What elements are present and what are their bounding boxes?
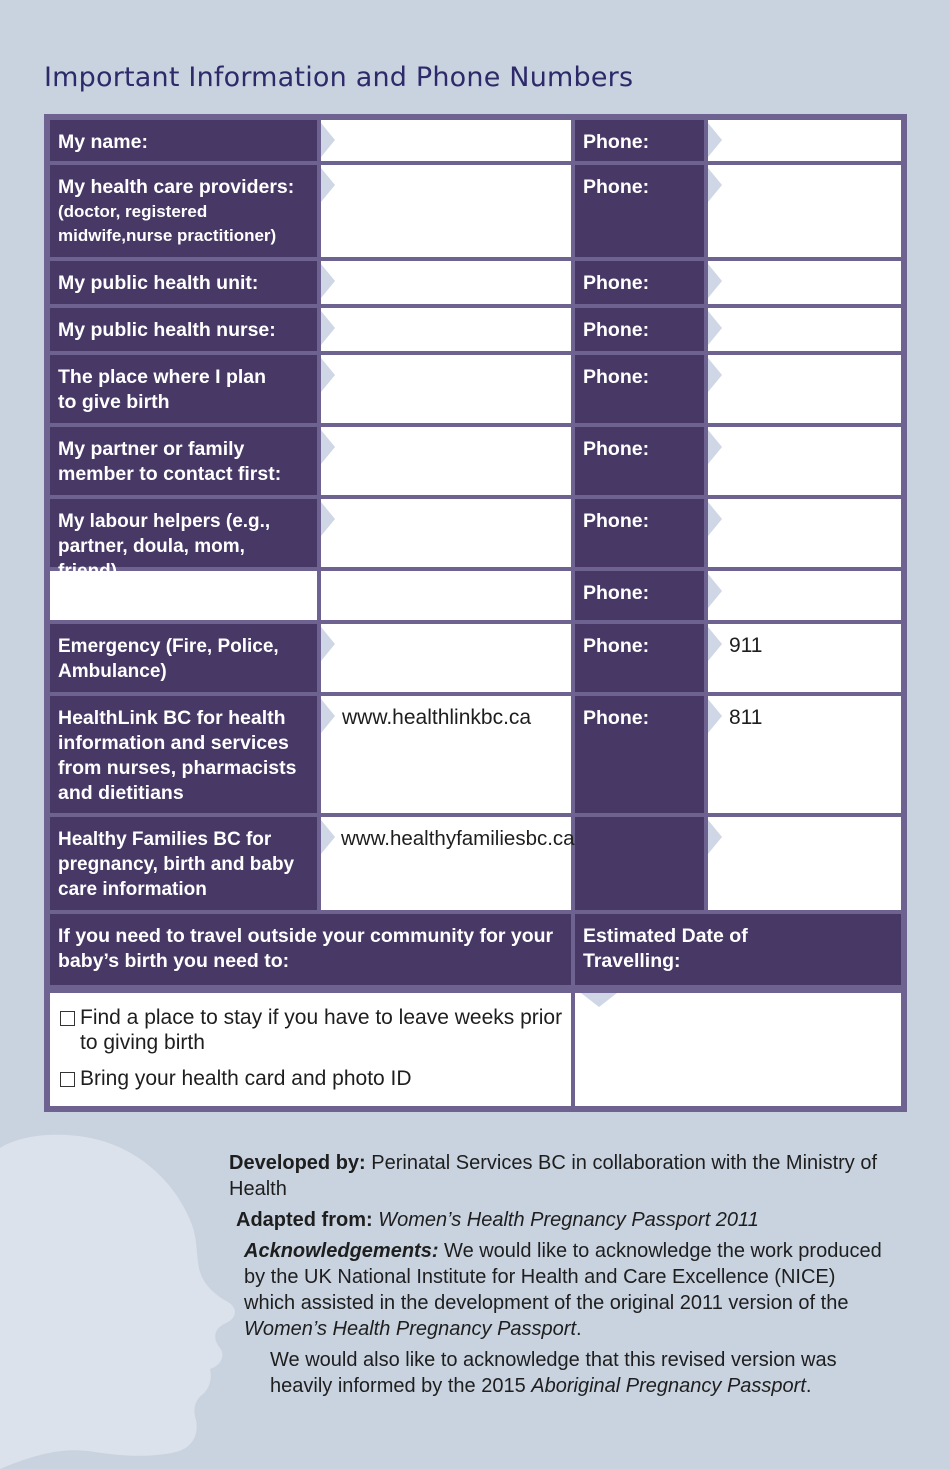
developed-by: Developed by: Perinatal Services BC in collaboration with the Ministry of Health [229, 1152, 878, 1200]
phone-field[interactable] [708, 355, 901, 423]
phone-label: Phone: [575, 427, 704, 495]
phone-label: Phone: [575, 261, 704, 304]
health-care-providers-field[interactable] [321, 165, 571, 257]
row-label [50, 308, 317, 351]
blank-value-field[interactable] [321, 571, 571, 620]
row-label-text: My name: [58, 131, 148, 153]
row-label-text: My labour helpers (e.g., partner, doula, mom, [58, 511, 271, 557]
website-link[interactable]: www.healthyfamiliesbc.ca [341, 827, 575, 850]
phone-field[interactable] [708, 427, 901, 495]
phone-label: Phone: [575, 571, 704, 620]
partner-contact-field[interactable] [321, 427, 571, 495]
row-label-text: My partner or family member to contact first: [58, 438, 282, 485]
acknowledgements-2: We would also like to acknowledge that this revised version was heavily informed by the 2015 Aboriginal Pregnancy Passport. [270, 1349, 837, 1397]
phone-field[interactable] [708, 499, 901, 567]
phone-field[interactable] [708, 817, 901, 910]
phone-value: 911 [729, 634, 763, 657]
contact-info-table [44, 114, 907, 1112]
checklist-item[interactable] [58, 1005, 563, 1055]
row-label [50, 165, 317, 257]
checklist-item-text: Bring your health card and photo ID [80, 1067, 412, 1090]
phone-label-empty [575, 817, 704, 910]
travel-heading: If you need to travel outside your community for your baby’s birth you need to: [50, 914, 571, 985]
phone-value: 811 [729, 706, 763, 729]
phone-field[interactable] [708, 571, 901, 620]
public-health-unit-field[interactable] [321, 261, 571, 304]
row-label [50, 427, 317, 495]
phone-field[interactable] [708, 261, 901, 304]
website-link[interactable]: www.healthlinkbc.ca [342, 706, 532, 729]
checklist-item[interactable] [58, 1066, 563, 1091]
travel-date-field[interactable] [575, 993, 901, 1106]
labour-helpers-field[interactable] [321, 499, 571, 567]
phone-label: Phone: [575, 355, 704, 423]
row-label [50, 120, 317, 161]
checklist-item-text: Find a place to stay if you have to leave weeks prior to giving birth [80, 1006, 563, 1054]
row-label-text: HealthLink BC for health information and services from nurses, pharmacists and dietitians [58, 707, 297, 804]
acknowledgements: Acknowledgements: We would like to acknowledge the work produced by the UK National Institute for Health and Care Excellence (NICE) which assisted in the development of the original 2011 version of the Women’s Health Pregnancy Passport. [244, 1240, 882, 1340]
row-label-text: Emergency (Fire, Police, Ambulance) [58, 636, 279, 682]
phone-label: Phone: [575, 696, 704, 813]
row-label [50, 355, 317, 423]
phone-field[interactable] [708, 165, 901, 257]
phone-field[interactable] [708, 308, 901, 351]
row-label [50, 261, 317, 304]
phone-field[interactable] [708, 624, 901, 692]
checkbox[interactable] [60, 1011, 75, 1026]
row-label-text: My health care providers: [58, 176, 295, 198]
travel-date-heading: Estimated Date of Travelling: [575, 914, 901, 985]
phone-label: Phone: [575, 120, 704, 161]
page-title: Important Information and Phone Numbers [44, 62, 634, 93]
row-label [50, 696, 317, 813]
blank-label-field[interactable] [50, 571, 317, 620]
adapted-from: Adapted from: Women’s Health Pregnancy Passport 2011 [236, 1209, 759, 1231]
birth-place-field[interactable] [321, 355, 571, 423]
emergency-field[interactable] [321, 624, 571, 692]
row-label [50, 499, 317, 567]
name-field[interactable] [321, 120, 571, 161]
row-label-text: The place where I plan to give birth [58, 366, 267, 413]
phone-field[interactable] [708, 120, 901, 161]
row-label-text: My public health nurse: [58, 319, 276, 341]
credits [200, 1150, 900, 1404]
row-label [50, 817, 317, 910]
healthlink-website-field[interactable] [321, 696, 571, 813]
phone-label: Phone: [575, 165, 704, 257]
phone-label: Phone: [575, 624, 704, 692]
checkbox[interactable] [60, 1072, 75, 1087]
public-health-nurse-field[interactable] [321, 308, 571, 351]
phone-label: Phone: [575, 308, 704, 351]
row-label [50, 624, 317, 692]
row-label-text: Healthy Families BC for pregnancy, birth and baby care information [58, 829, 295, 900]
healthyfamilies-website-field[interactable] [321, 817, 575, 910]
row-label-text: My public health unit: [58, 272, 259, 294]
phone-field[interactable] [708, 696, 901, 813]
phone-label: Phone: [575, 499, 704, 567]
row-sublabel: (doctor, registered midwife,nurse practitioner) [58, 202, 277, 245]
